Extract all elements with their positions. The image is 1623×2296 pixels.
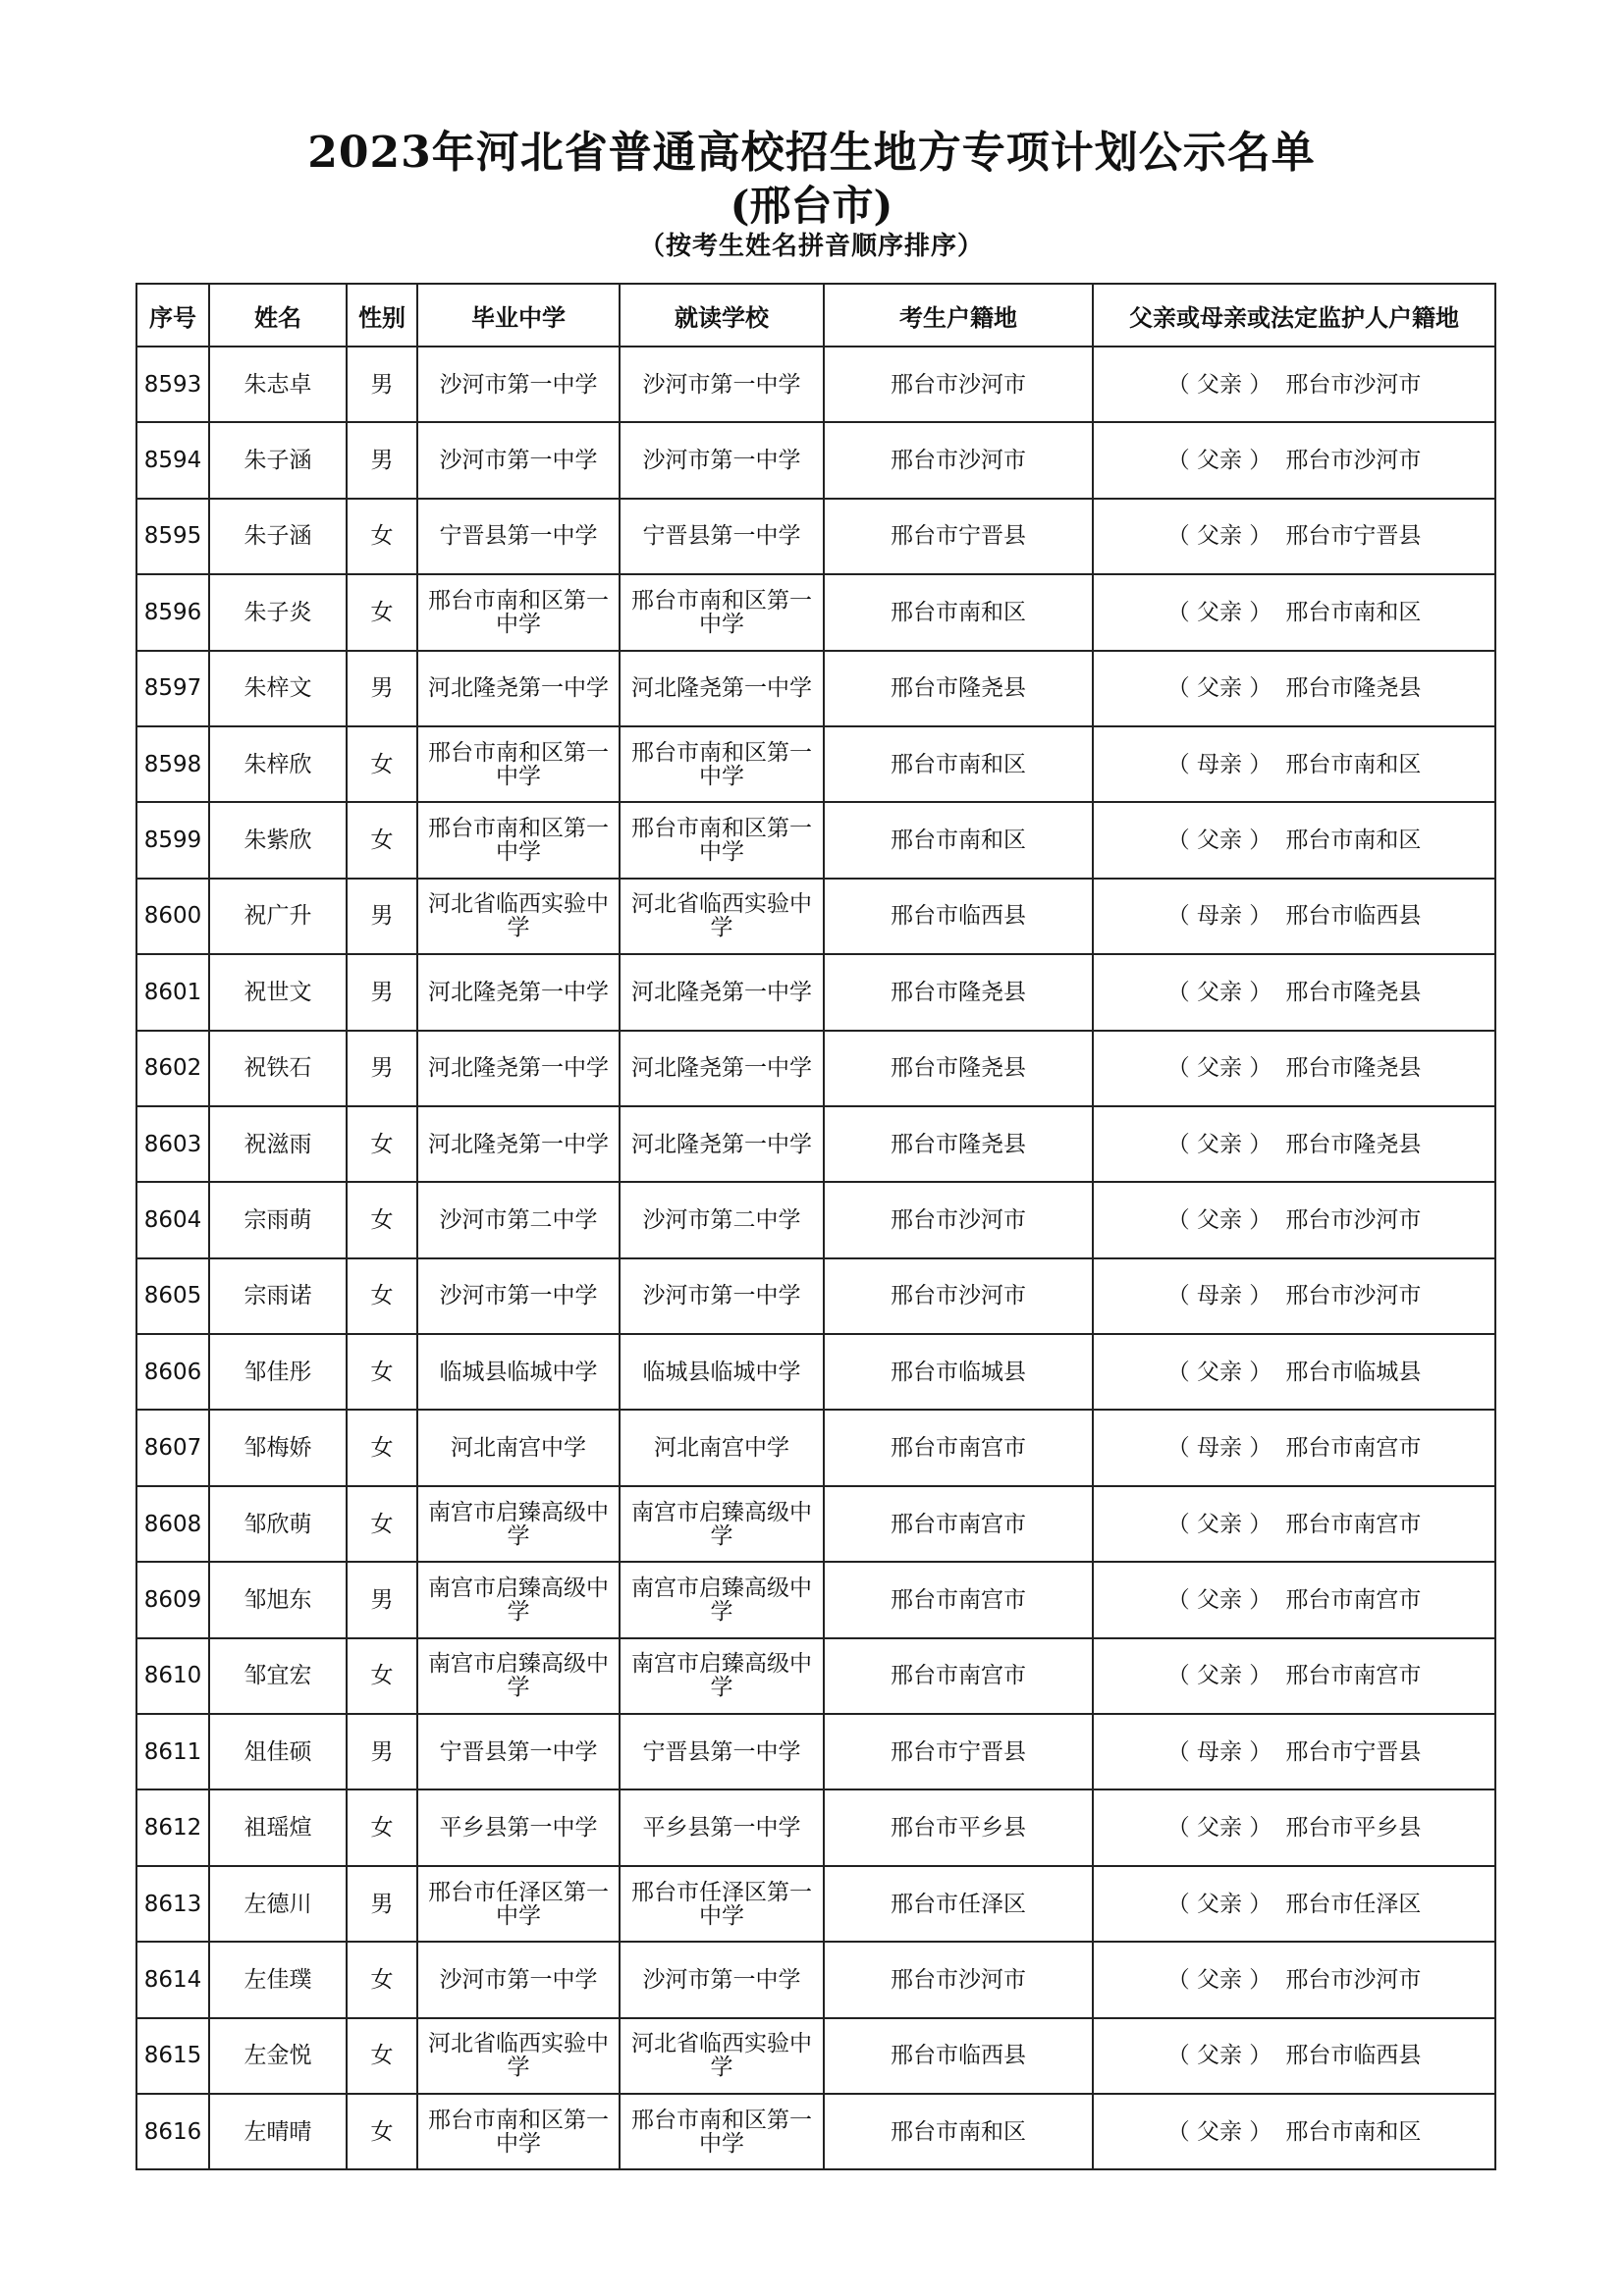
cell-guardian [1093,954,1495,1030]
sort-note: （按考生姓名拼音顺序排序） [638,232,984,261]
guardian-residence: 邢台市平乡县 [1285,1815,1422,1842]
cell-residence: 邢台市沙河市 [824,347,1093,422]
cell-guardian [1093,1789,1495,1865]
cell-grad-school: 南宫市启臻高级中学 [417,1486,620,1562]
cell-name: 左佳璞 [209,1942,347,2017]
cell-grad-school: 河北南宫中学 [417,1410,620,1485]
cell-study-school: 河北隆尧第一中学 [620,651,824,726]
cell-no: 8596 [136,574,209,650]
guardian-residence: 邢台市沙河市 [1285,448,1422,474]
cell-grad-school: 邢台市南和区第一中学 [417,726,620,802]
table-row [136,2094,1495,2169]
guardian-relation: （ 父亲 ） [1166,1966,1272,1993]
cell-study-school: 河北隆尧第一中学 [620,954,824,1030]
col-header-no: 序号 [136,284,209,347]
cell-study-school: 邢台市南和区第一中学 [620,726,824,802]
cell-grad-school: 邢台市南和区第一中学 [417,2094,620,2169]
cell-residence: 邢台市平乡县 [824,1789,1093,1865]
guardian-residence: 邢台市南和区 [1285,828,1422,854]
guardian-residence: 邢台市隆尧县 [1285,1055,1422,1082]
cell-name: 朱紫欣 [209,802,347,878]
cell-gender: 女 [347,726,417,802]
cell-no: 8606 [136,1334,209,1410]
page-title: 2023年河北省普通高校招生地方专项计划公示名单 [307,128,1316,178]
cell-residence: 邢台市临西县 [824,2018,1093,2094]
cell-study-school: 沙河市第二中学 [620,1182,824,1257]
cell-study-school: 河北南宫中学 [620,1410,824,1485]
cell-no: 8611 [136,1714,209,1789]
guardian-relation: （ 父亲 ） [1166,2043,1272,2069]
table-row [136,1562,1495,1637]
col-header-grad-school: 毕业中学 [417,284,620,347]
table-row [136,651,1495,726]
cell-grad-school: 南宫市启臻高级中学 [417,1638,620,1714]
cell-no: 8593 [136,347,209,422]
cell-guardian [1093,1866,1495,1942]
guardian-relation: （ 父亲 ） [1166,599,1272,625]
cell-residence: 邢台市南宫市 [824,1486,1093,1562]
cell-no: 8607 [136,1410,209,1485]
cell-grad-school: 河北隆尧第一中学 [417,1031,620,1106]
cell-grad-school: 河北隆尧第一中学 [417,1106,620,1182]
cell-grad-school: 河北省临西实验中学 [417,879,620,954]
guardian-relation: （ 父亲 ） [1166,828,1272,854]
table-row [136,1789,1495,1865]
guardian-residence: 邢台市南和区 [1285,599,1422,625]
cell-grad-school: 邢台市南和区第一中学 [417,802,620,878]
cell-grad-school: 河北省临西实验中学 [417,2018,620,2094]
cell-gender: 男 [347,954,417,1030]
cell-guardian [1093,1486,1495,1562]
cell-guardian [1093,1714,1495,1789]
cell-gender: 男 [347,422,417,498]
cell-guardian [1093,499,1495,574]
guardian-residence: 邢台市隆尧县 [1285,1131,1422,1157]
cell-name: 邹佳彤 [209,1334,347,1410]
cell-study-school: 南宫市启臻高级中学 [620,1562,824,1637]
guardian-relation: （ 父亲 ） [1166,523,1272,550]
cell-gender: 男 [347,1714,417,1789]
guardian-residence: 邢台市隆尧县 [1285,675,1422,702]
cell-no: 8613 [136,1866,209,1942]
cell-residence: 邢台市南宫市 [824,1562,1093,1637]
cell-study-school: 平乡县第一中学 [620,1789,824,1865]
col-header-residence: 考生户籍地 [824,284,1093,347]
guardian-residence: 邢台市南和区 [1285,2118,1422,2145]
cell-gender: 女 [347,1486,417,1562]
cell-no: 8609 [136,1562,209,1637]
cell-gender: 男 [347,347,417,422]
cell-grad-school: 邢台市任泽区第一中学 [417,1866,620,1942]
cell-guardian [1093,2094,1495,2169]
cell-name: 朱子涵 [209,422,347,498]
cell-name: 俎佳硕 [209,1714,347,1789]
guardian-relation: （ 父亲 ） [1166,1131,1272,1157]
cell-study-school: 沙河市第一中学 [620,1258,824,1334]
cell-no: 8605 [136,1258,209,1334]
table-row [136,1866,1495,1942]
cell-residence: 邢台市宁晋县 [824,1714,1093,1789]
cell-gender: 女 [347,574,417,650]
guardian-relation: （ 父亲 ） [1166,1511,1272,1537]
cell-study-school: 河北隆尧第一中学 [620,1106,824,1182]
guardian-relation: （ 母亲 ） [1166,751,1272,777]
cell-name: 左金悦 [209,2018,347,2094]
roster-table [135,283,1496,2170]
cell-study-school: 邢台市南和区第一中学 [620,574,824,650]
guardian-relation: （ 父亲 ） [1166,2118,1272,2145]
cell-name: 邹梅娇 [209,1410,347,1485]
cell-residence: 邢台市南和区 [824,726,1093,802]
cell-guardian [1093,1258,1495,1334]
cell-residence: 邢台市临城县 [824,1334,1093,1410]
cell-residence: 邢台市沙河市 [824,1182,1093,1257]
cell-residence: 邢台市隆尧县 [824,651,1093,726]
cell-guardian [1093,651,1495,726]
guardian-relation: （ 父亲 ） [1166,675,1272,702]
cell-guardian [1093,1942,1495,2017]
guardian-relation: （ 父亲 ） [1166,1815,1272,1842]
table-row [136,1031,1495,1106]
cell-name: 朱梓欣 [209,726,347,802]
table-row [136,1638,1495,1714]
cell-name: 左德川 [209,1866,347,1942]
cell-study-school: 南宫市启臻高级中学 [620,1486,824,1562]
cell-guardian [1093,1106,1495,1182]
table-row [136,574,1495,650]
cell-residence: 邢台市隆尧县 [824,1106,1093,1182]
col-header-gender: 性别 [347,284,417,347]
cell-no: 8610 [136,1638,209,1714]
cell-residence: 邢台市沙河市 [824,422,1093,498]
cell-residence: 邢台市沙河市 [824,1942,1093,2017]
cell-name: 宗雨诺 [209,1258,347,1334]
table-row [136,1410,1495,1485]
cell-grad-school: 河北隆尧第一中学 [417,651,620,726]
cell-study-school: 河北隆尧第一中学 [620,1031,824,1106]
cell-study-school: 沙河市第一中学 [620,1942,824,2017]
cell-guardian [1093,802,1495,878]
guardian-relation: （ 父亲 ） [1166,1586,1272,1613]
cell-guardian [1093,1031,1495,1106]
cell-name: 朱志卓 [209,347,347,422]
cell-guardian [1093,574,1495,650]
cell-grad-school: 沙河市第二中学 [417,1182,620,1257]
cell-no: 8614 [136,1942,209,2017]
cell-name: 邹欣萌 [209,1486,347,1562]
guardian-residence: 邢台市任泽区 [1285,1891,1422,1917]
guardian-residence: 邢台市南宫市 [1285,1511,1422,1537]
cell-grad-school: 南宫市启臻高级中学 [417,1562,620,1637]
cell-gender: 男 [347,651,417,726]
cell-gender: 男 [347,1866,417,1942]
cell-gender: 男 [347,1031,417,1106]
guardian-relation: （ 父亲 ） [1166,1206,1272,1233]
cell-no: 8615 [136,2018,209,2094]
guardian-relation: （ 母亲 ） [1166,903,1272,930]
cell-guardian [1093,1334,1495,1410]
guardian-residence: 邢台市隆尧县 [1285,979,1422,1005]
guardian-residence: 邢台市临西县 [1285,2043,1422,2069]
cell-grad-school: 临城县临城中学 [417,1334,620,1410]
cell-gender: 女 [347,1182,417,1257]
cell-study-school: 邢台市南和区第一中学 [620,802,824,878]
cell-residence: 邢台市南和区 [824,802,1093,878]
cell-no: 8602 [136,1031,209,1106]
cell-guardian [1093,347,1495,422]
cell-name: 朱子涵 [209,499,347,574]
page-subtitle: (邢台市) [730,182,893,230]
cell-guardian [1093,1182,1495,1257]
cell-grad-school: 平乡县第一中学 [417,1789,620,1865]
cell-guardian [1093,1638,1495,1714]
table-row [136,954,1495,1030]
guardian-relation: （ 母亲 ） [1166,1738,1272,1765]
cell-study-school: 南宫市启臻高级中学 [620,1638,824,1714]
col-header-study-school: 就读学校 [620,284,824,347]
cell-gender: 女 [347,1789,417,1865]
guardian-relation: （ 母亲 ） [1166,1435,1272,1462]
cell-guardian [1093,2018,1495,2094]
cell-study-school: 临城县临城中学 [620,1334,824,1410]
cell-gender: 男 [347,1562,417,1637]
cell-gender: 女 [347,2094,417,2169]
cell-name: 左晴晴 [209,2094,347,2169]
cell-residence: 邢台市南和区 [824,2094,1093,2169]
cell-no: 8604 [136,1182,209,1257]
cell-grad-school: 邢台市南和区第一中学 [417,574,620,650]
table-row [136,1942,1495,2017]
cell-grad-school: 沙河市第一中学 [417,1942,620,2017]
cell-study-school: 宁晋县第一中学 [620,499,824,574]
cell-gender: 女 [347,2018,417,2094]
guardian-relation: （ 父亲 ） [1166,1055,1272,1082]
cell-study-school: 沙河市第一中学 [620,422,824,498]
cell-name: 朱梓文 [209,651,347,726]
cell-residence: 邢台市隆尧县 [824,1031,1093,1106]
cell-grad-school: 河北隆尧第一中学 [417,954,620,1030]
cell-residence: 邢台市宁晋县 [824,499,1093,574]
table-row [136,1258,1495,1334]
cell-no: 8594 [136,422,209,498]
table-header-row [136,284,1495,347]
table-row [136,2018,1495,2094]
cell-gender: 女 [347,1334,417,1410]
cell-guardian [1093,1562,1495,1637]
cell-name: 邹旭东 [209,1562,347,1637]
table-body [136,347,1495,2169]
guardian-relation: （ 父亲 ） [1166,979,1272,1005]
cell-study-school: 河北省临西实验中学 [620,879,824,954]
cell-grad-school: 沙河市第一中学 [417,1258,620,1334]
cell-no: 8595 [136,499,209,574]
cell-no: 8599 [136,802,209,878]
table-row [136,422,1495,498]
guardian-residence: 邢台市南和区 [1285,751,1422,777]
cell-name: 邹宜宏 [209,1638,347,1714]
cell-residence: 邢台市南宫市 [824,1638,1093,1714]
guardian-residence: 邢台市宁晋县 [1285,523,1422,550]
cell-name: 祝世文 [209,954,347,1030]
cell-name: 朱子炎 [209,574,347,650]
table-row [136,726,1495,802]
guardian-relation: （ 父亲 ） [1166,371,1272,398]
guardian-relation: （ 父亲 ） [1166,1891,1272,1917]
guardian-residence: 邢台市沙河市 [1285,1966,1422,1993]
guardian-residence: 邢台市沙河市 [1285,1206,1422,1233]
table-row [136,1714,1495,1789]
cell-guardian [1093,422,1495,498]
cell-no: 8600 [136,879,209,954]
guardian-relation: （ 母亲 ） [1166,1283,1272,1309]
cell-name: 祝铁石 [209,1031,347,1106]
guardian-relation: （ 父亲 ） [1166,1359,1272,1385]
cell-gender: 女 [347,1942,417,2017]
cell-study-school: 河北省临西实验中学 [620,2018,824,2094]
cell-name: 祝滋雨 [209,1106,347,1182]
cell-no: 8598 [136,726,209,802]
cell-no: 8597 [136,651,209,726]
guardian-residence: 邢台市南宫市 [1285,1586,1422,1613]
guardian-relation: （ 父亲 ） [1166,448,1272,474]
cell-gender: 男 [347,879,417,954]
guardian-residence: 邢台市南宫市 [1285,1663,1422,1689]
col-header-name: 姓名 [209,284,347,347]
cell-study-school: 沙河市第一中学 [620,347,824,422]
cell-study-school: 邢台市任泽区第一中学 [620,1866,824,1942]
table-row [136,1486,1495,1562]
table-row [136,1106,1495,1182]
cell-residence: 邢台市沙河市 [824,1258,1093,1334]
guardian-residence: 邢台市宁晋县 [1285,1738,1422,1765]
cell-study-school: 宁晋县第一中学 [620,1714,824,1789]
table-row [136,499,1495,574]
cell-gender: 女 [347,499,417,574]
table-row [136,879,1495,954]
cell-name: 宗雨萌 [209,1182,347,1257]
cell-gender: 女 [347,1410,417,1485]
cell-no: 8603 [136,1106,209,1182]
cell-study-school: 邢台市南和区第一中学 [620,2094,824,2169]
cell-grad-school: 沙河市第一中学 [417,347,620,422]
cell-no: 8616 [136,2094,209,2169]
cell-gender: 女 [347,1638,417,1714]
cell-residence: 邢台市临西县 [824,879,1093,954]
cell-residence: 邢台市南宫市 [824,1410,1093,1485]
cell-no: 8612 [136,1789,209,1865]
cell-grad-school: 宁晋县第一中学 [417,499,620,574]
guardian-residence: 邢台市沙河市 [1285,371,1422,398]
table-row [136,1334,1495,1410]
table-row [136,802,1495,878]
cell-name: 祖瑶煊 [209,1789,347,1865]
cell-residence: 邢台市南和区 [824,574,1093,650]
guardian-residence: 邢台市临城县 [1285,1359,1422,1385]
guardian-relation: （ 父亲 ） [1166,1663,1272,1689]
cell-residence: 邢台市隆尧县 [824,954,1093,1030]
cell-grad-school: 宁晋县第一中学 [417,1714,620,1789]
cell-gender: 女 [347,1106,417,1182]
cell-grad-school: 沙河市第一中学 [417,422,620,498]
table-row [136,1182,1495,1257]
cell-no: 8608 [136,1486,209,1562]
table-row [136,347,1495,422]
cell-guardian [1093,879,1495,954]
cell-residence: 邢台市任泽区 [824,1866,1093,1942]
col-header-guardian-residence: 父亲或母亲或法定监护人户籍地 [1093,284,1495,347]
guardian-residence: 邢台市沙河市 [1285,1283,1422,1309]
cell-name: 祝广升 [209,879,347,954]
guardian-residence: 邢台市临西县 [1285,903,1422,930]
cell-no: 8601 [136,954,209,1030]
guardian-residence: 邢台市南宫市 [1285,1435,1422,1462]
cell-gender: 女 [347,1258,417,1334]
cell-guardian [1093,726,1495,802]
cell-gender: 女 [347,802,417,878]
cell-guardian [1093,1410,1495,1485]
